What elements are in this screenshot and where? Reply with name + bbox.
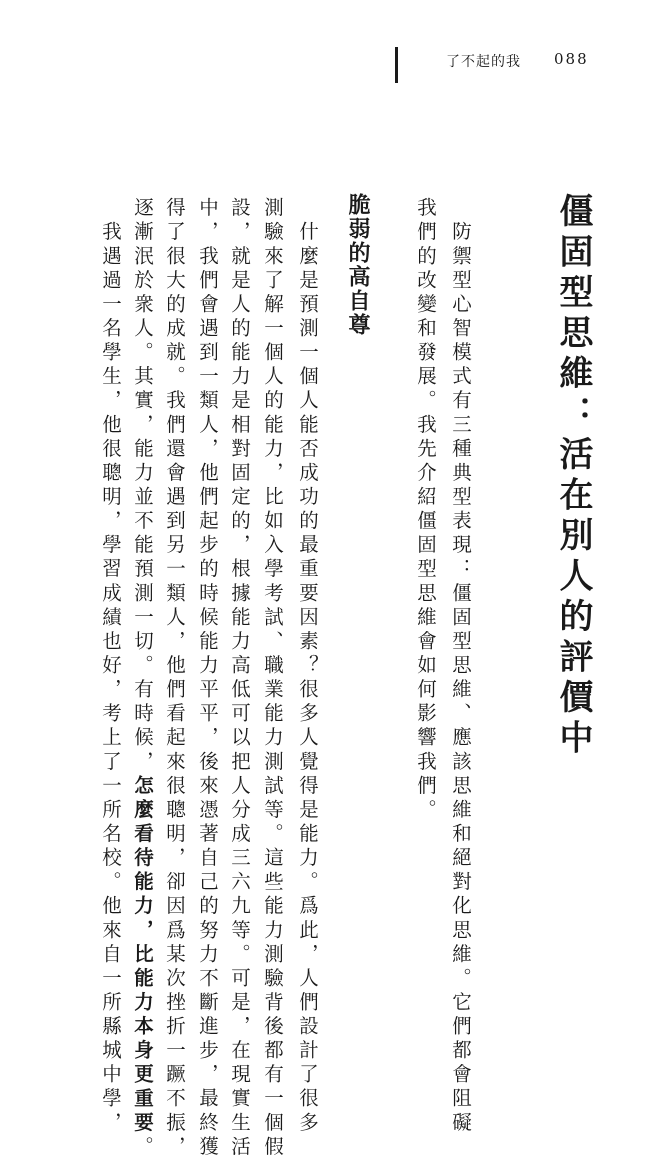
body-line-5: 得了很大的成就。我們還會遇到另一類人，他們看起來很聰明，卻因爲某次挫折一蹶不振，	[163, 197, 186, 1160]
intro-line-1: 防禦型心智模式有三種典型表現：僵固型思維、應該思維和絕對化思維。它們都會阻礙	[449, 197, 472, 1136]
body-line-1: 什麼是預測一個人能否成功的最重要因素？很多人覺得是能力。爲此，人們設計了很多	[296, 197, 319, 1136]
emphasis-text: 怎麼看待能力，比能力本身更重要	[131, 774, 154, 1136]
body-line-6	[127, 197, 157, 1160]
chapter-title: 僵固型思維：活在別人的評價中	[553, 193, 593, 760]
page-number: 088	[554, 50, 589, 68]
body-line-3: 設，就是人的能力是相對固定的，根據能力高低可以把人分成三六九等。可是，在現實生活	[228, 197, 251, 1160]
body-line-6-end: 。	[131, 1135, 154, 1160]
header-divider	[395, 47, 398, 83]
running-header-title: 了不起的我	[446, 54, 521, 70]
body-line-7: 我遇過一名學生，他很聰明，學習成績也好，考上了一所名校。他來自一所縣城中學，	[99, 197, 122, 1136]
intro-line-2: 我們的改變和發展。我先介紹僵固型思維會如何影響我們。	[414, 197, 437, 823]
section-heading: 脆弱的高自尊	[345, 193, 370, 337]
body-line-6-text: 逐漸泯於衆人。其實，能力並不能預測一切。有時候，	[131, 197, 154, 775]
body-line-2: 測驗來了解一個人的能力，比如入學考試、職業能力測試等。這些能力測驗背後都有一個假	[261, 197, 284, 1160]
body-line-4: 中，我們會遇到一類人，他們起步的時候能力平平，後來憑著自己的努力不斷進步，最終獲	[196, 197, 219, 1160]
